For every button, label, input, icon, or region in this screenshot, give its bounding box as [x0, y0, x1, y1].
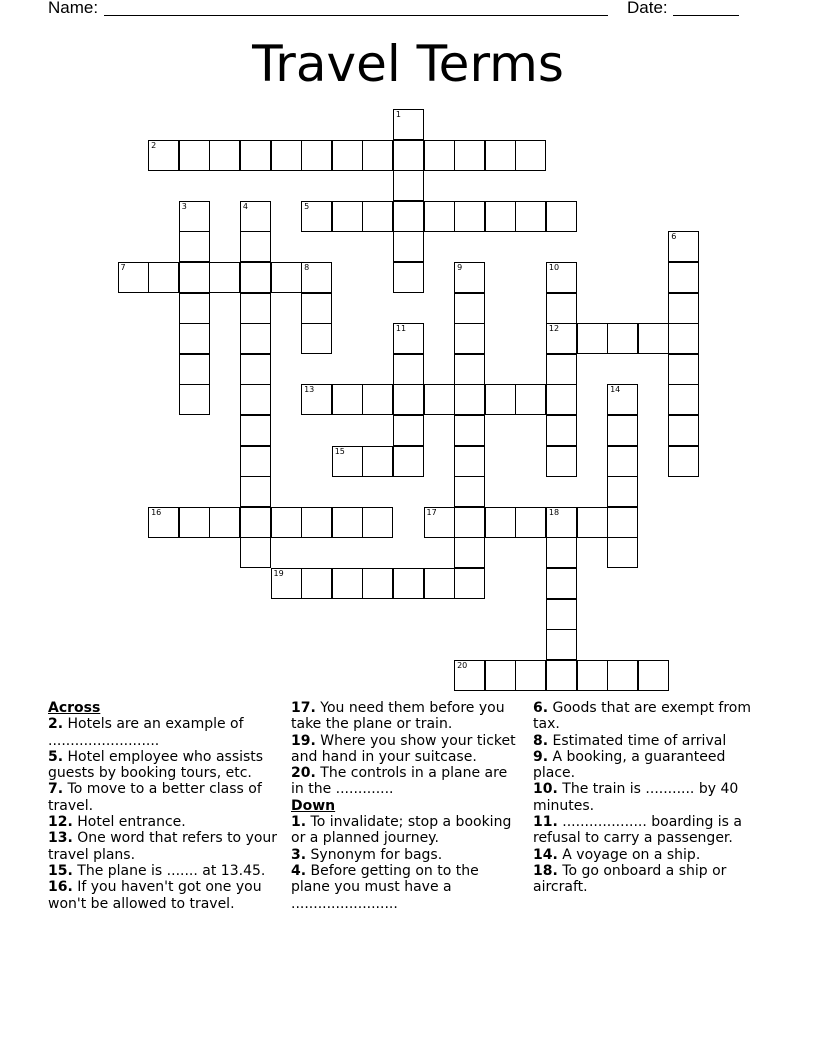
crossword-cell[interactable] [271, 507, 302, 538]
clues-column-2 [291, 700, 521, 912]
clue-number: 15 [334, 446, 345, 456]
clue-number: 6 [671, 232, 677, 242]
crossword-cell[interactable] [454, 476, 485, 507]
crossword-cell[interactable] [240, 293, 271, 324]
crossword-cell[interactable] [546, 660, 577, 691]
crossword-cell[interactable] [271, 568, 302, 599]
clue-number: 11 [395, 324, 407, 334]
crossword-cell[interactable] [393, 201, 424, 232]
clue-text: Hotels are an example of ......................... [48, 716, 244, 749]
crossword-cell[interactable] [424, 201, 455, 232]
clue-number: 10 [548, 262, 560, 272]
clue-text: You need them before you take the plane or train. [291, 700, 505, 733]
crossword-cell[interactable] [393, 446, 424, 477]
clue-number: 1 [395, 109, 401, 119]
across-heading: Across [48, 700, 101, 716]
clue-text: The train is ........... by 40 minutes. [533, 781, 739, 814]
down-clue [533, 700, 758, 733]
clue-text: A voyage on a ship. [562, 846, 701, 863]
across-clue [48, 749, 288, 782]
clue-number-label: 11. [533, 814, 558, 831]
crossword-cell[interactable] [301, 384, 332, 415]
crossword-cell[interactable] [393, 354, 424, 385]
crossword-cell[interactable] [209, 507, 240, 538]
crossword-cell[interactable] [546, 537, 577, 568]
crossword-cell[interactable] [362, 201, 393, 232]
down-clue [291, 814, 521, 847]
crossword-cell[interactable] [515, 201, 546, 232]
crossword-cell[interactable] [668, 354, 699, 385]
crossword-cell[interactable] [546, 354, 577, 385]
crossword-cell[interactable] [668, 384, 699, 415]
crossword-cell[interactable] [179, 201, 210, 232]
crossword-cell[interactable] [209, 262, 240, 293]
clue-number-label: 13. [48, 830, 73, 847]
clue-text: To move to a better class of travel. [48, 781, 262, 814]
clue-number-label: 7. [48, 781, 64, 798]
crossword-cell[interactable] [301, 293, 332, 324]
clue-number-label: 3. [291, 846, 307, 863]
clue-number-label: 5. [48, 748, 64, 765]
clue-number-label: 9. [533, 748, 549, 765]
page-title: Travel Terms [252, 35, 564, 93]
across-clue [48, 814, 288, 830]
crossword-cell[interactable] [607, 323, 638, 354]
crossword-cell[interactable] [240, 354, 271, 385]
crossword-cell[interactable] [393, 415, 424, 446]
clue-number-label: 18. [533, 862, 558, 879]
across-clue [291, 765, 521, 798]
clue-text: To invalidate; stop a booking or a planned journey. [291, 814, 512, 847]
crossword-cell[interactable] [424, 384, 455, 415]
crossword-cell[interactable] [515, 140, 546, 171]
across-clue [291, 733, 521, 766]
crossword-cell[interactable] [301, 507, 332, 538]
across-clue [48, 716, 288, 749]
crossword-cell[interactable] [362, 140, 393, 171]
clue-text: A booking, a guaranteed place. [533, 748, 726, 782]
crossword-cell[interactable] [668, 262, 699, 293]
crossword-cell[interactable] [546, 629, 577, 660]
down-clue [533, 863, 758, 896]
clue-number: 17 [426, 507, 437, 517]
crossword-cell[interactable] [362, 568, 393, 599]
down-clue [533, 749, 758, 782]
crossword-cell[interactable] [148, 140, 179, 171]
crossword-cell[interactable] [393, 109, 424, 140]
down-clue [533, 781, 758, 814]
crossword-cell[interactable] [607, 660, 638, 691]
down-clue [291, 863, 521, 912]
crossword-cell[interactable] [607, 507, 638, 538]
down-clue [533, 814, 758, 847]
crossword-cell[interactable] [179, 262, 210, 293]
crossword-cell[interactable] [209, 140, 240, 171]
crossword-cell[interactable] [668, 446, 699, 477]
clue-number: 5 [304, 201, 310, 211]
clue-number-label: 10. [533, 781, 558, 798]
clue-number-label: 6. [533, 700, 549, 716]
crossword-cell[interactable] [546, 415, 577, 446]
crossword-cell[interactable] [240, 384, 271, 415]
crossword-cell[interactable] [454, 201, 485, 232]
crossword-cell[interactable] [179, 293, 210, 324]
crossword-cell[interactable] [362, 507, 393, 538]
crossword-cell[interactable] [362, 446, 393, 477]
crossword-cell[interactable] [454, 537, 485, 568]
crossword-cell[interactable] [301, 323, 332, 354]
crossword-cell[interactable] [240, 231, 271, 262]
crossword-cell[interactable] [668, 415, 699, 446]
crossword-cell[interactable] [424, 507, 455, 538]
down-clue [291, 847, 521, 863]
crossword-cell[interactable] [179, 354, 210, 385]
clue-number-label: 17. [291, 700, 316, 716]
crossword-cell[interactable] [240, 537, 271, 568]
crossword-cell[interactable] [393, 140, 424, 171]
crossword-cell[interactable] [454, 415, 485, 446]
clue-number-label: 16. [48, 879, 73, 896]
crossword-cell[interactable] [271, 140, 302, 171]
crossword-cell[interactable] [240, 201, 271, 232]
crossword-cell[interactable] [638, 323, 669, 354]
down-clue [533, 733, 758, 749]
clue-text: Goods that are exempt from tax. [533, 700, 751, 733]
clue-number: 14 [610, 385, 621, 395]
crossword-cell[interactable] [485, 384, 516, 415]
clue-number: 16 [151, 507, 162, 517]
crossword-cell[interactable] [515, 384, 546, 415]
clue-number-label: 19. [291, 732, 316, 749]
crossword-cell[interactable] [607, 446, 638, 477]
crossword-cell[interactable] [424, 568, 455, 599]
clue-text: If you haven't got one you won't be allowed to travel. [48, 879, 262, 912]
crossword-cell[interactable] [301, 201, 332, 232]
crossword-cell[interactable] [393, 262, 424, 293]
crossword-cell[interactable] [454, 323, 485, 354]
clue-number: 8 [304, 262, 310, 272]
clue-number-label: 15. [48, 862, 73, 879]
crossword-cell[interactable] [118, 262, 149, 293]
crossword-cell[interactable] [454, 568, 485, 599]
clue-text: The controls in a plane are in the ............. [291, 765, 508, 798]
crossword-cell[interactable] [485, 660, 516, 691]
clue-number: 9 [457, 262, 463, 272]
crossword-cell[interactable] [577, 323, 608, 354]
crossword-cell[interactable] [179, 507, 210, 538]
crossword-cell[interactable] [332, 384, 363, 415]
clue-number-label: 1. [291, 814, 307, 831]
crossword-cell[interactable] [546, 323, 577, 354]
crossword-cell[interactable] [332, 507, 363, 538]
crossword-cell[interactable] [148, 262, 179, 293]
clue-number: 18 [548, 507, 560, 517]
crossword-cell[interactable] [393, 384, 424, 415]
crossword-cell[interactable] [454, 354, 485, 385]
crossword-cell[interactable] [577, 507, 608, 538]
clue-text: The plane is ....... at 13.45. [77, 862, 266, 879]
clues-column-1 [48, 700, 288, 912]
crossword-cell[interactable] [454, 507, 485, 538]
crossword-cell[interactable] [485, 140, 516, 171]
clue-number: 2 [151, 140, 157, 150]
crossword-cell[interactable] [607, 415, 638, 446]
crossword-cell[interactable] [179, 323, 210, 354]
crossword-cell[interactable] [271, 262, 302, 293]
crossword-cell[interactable] [362, 384, 393, 415]
clue-number: 4 [242, 201, 248, 211]
crossword-cell[interactable] [577, 660, 608, 691]
crossword-cell[interactable] [179, 140, 210, 171]
clue-number-label: 2. [48, 716, 64, 733]
clue-text: Hotel employee who assists guests by booking tours, etc. [48, 748, 264, 782]
crossword-cell[interactable] [546, 446, 577, 477]
clue-text: To go onboard a ship or aircraft. [533, 862, 727, 896]
crossword-cell[interactable] [607, 476, 638, 507]
across-clue [291, 700, 521, 733]
clue-number: 13 [304, 385, 315, 395]
name-label: Name: [48, 0, 99, 17]
crossword-cell[interactable] [240, 323, 271, 354]
crossword-cell[interactable] [393, 568, 424, 599]
crossword-cell[interactable] [485, 507, 516, 538]
clue-number-label: 12. [48, 814, 73, 831]
clue-number: 7 [120, 262, 126, 272]
crossword-cell[interactable] [393, 323, 424, 354]
crossword-cell[interactable] [332, 140, 363, 171]
crossword-cell[interactable] [240, 140, 271, 171]
crossword-cell[interactable] [240, 415, 271, 446]
clue-number-label: 20. [291, 765, 316, 782]
clue-text: Hotel entrance. [77, 814, 186, 831]
clue-number: 12 [548, 324, 560, 334]
crossword-cell[interactable] [546, 599, 577, 630]
clue-text: Where you show your ticket and hand in your suitcase. [291, 732, 516, 765]
crossword-cell[interactable] [546, 293, 577, 324]
crossword-cell[interactable] [546, 262, 577, 293]
crossword-cell[interactable] [607, 537, 638, 568]
clue-number: 3 [181, 201, 187, 211]
crossword-cell[interactable] [332, 446, 363, 477]
crossword-cell[interactable] [179, 384, 210, 415]
across-clue [48, 863, 288, 879]
crossword-cell[interactable] [301, 140, 332, 171]
crossword-cell[interactable] [546, 507, 577, 538]
clue-number: 19 [273, 568, 284, 578]
crossword-cell[interactable] [546, 384, 577, 415]
across-clue [48, 879, 288, 912]
crossword-cell[interactable] [515, 660, 546, 691]
crossword-cell[interactable] [301, 262, 332, 293]
crossword-cell[interactable] [668, 293, 699, 324]
clues-column-3 [533, 700, 758, 896]
crossword-cell[interactable] [301, 568, 332, 599]
clue-text: One word that refers to your travel plans. [48, 830, 278, 863]
crossword-cell[interactable] [454, 384, 485, 415]
crossword-cell[interactable] [179, 231, 210, 262]
crossword-cell[interactable] [607, 384, 638, 415]
crossword-cell[interactable] [240, 476, 271, 507]
down-heading: Down [291, 797, 336, 814]
crossword-cell[interactable] [454, 262, 485, 293]
crossword-cell[interactable] [668, 323, 699, 354]
crossword-cell[interactable] [393, 170, 424, 201]
crossword-cell[interactable] [454, 293, 485, 324]
across-clue [48, 781, 288, 814]
crossword-cell[interactable] [515, 507, 546, 538]
date-label: Date: [627, 0, 668, 17]
crossword-cell[interactable] [393, 231, 424, 262]
crossword-cell[interactable] [332, 568, 363, 599]
crossword-cell[interactable] [240, 446, 271, 477]
crossword-cell[interactable] [424, 140, 455, 171]
clue-number-label: 14. [533, 846, 558, 863]
down-clue [533, 847, 758, 863]
crossword-cell[interactable] [148, 507, 179, 538]
crossword-cell[interactable] [668, 231, 699, 262]
crossword-cell[interactable] [454, 140, 485, 171]
crossword-cell[interactable] [454, 446, 485, 477]
crossword-cell[interactable] [638, 660, 669, 691]
clue-text: ................... boarding is a refusal to carry a passenger. [533, 814, 743, 847]
crossword-cell[interactable] [332, 201, 363, 232]
across-clue [48, 830, 288, 863]
clue-text: Synonym for bags. [310, 846, 443, 863]
crossword-cell[interactable] [240, 262, 271, 293]
crossword-cell[interactable] [240, 507, 271, 538]
crossword-cell[interactable] [546, 201, 577, 232]
crossword-cell[interactable] [485, 201, 516, 232]
clue-number-label: 8. [533, 732, 549, 749]
clue-number-label: 4. [291, 862, 307, 879]
clue-number: 20 [457, 660, 468, 670]
crossword-cell[interactable] [546, 568, 577, 599]
crossword-cell[interactable] [454, 660, 485, 691]
clue-text: Estimated time of arrival [552, 732, 727, 749]
clue-text: Before getting on to the plane you must have a ........................ [291, 862, 479, 912]
